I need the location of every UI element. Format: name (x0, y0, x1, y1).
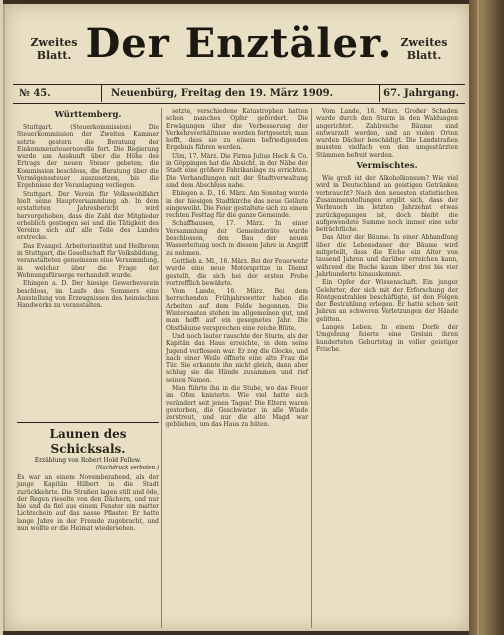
article-paragraph: Ehingen a. D., 16. März. Am Sonntag wurde in der hiesigen Stadtkirche das neue Geläute eingeweiht. Die Feier gestaltete sich zu einem rechten Festtag für die ganze Gemeinde. (166, 190, 308, 220)
column-1 (17, 108, 159, 310)
ear-right-line-1: Zweites (400, 36, 448, 49)
article-paragraph: Ehingen a. D. Der hiesige Gewerbeverein beschloss, im Laufe des Sommers eine Ausstellung von Erzeugnissen des heimischen Handwerks zu veranstalten. (17, 280, 159, 310)
section-heading-vermischtes: Vermischtes. (356, 161, 418, 172)
column-rule (161, 108, 162, 628)
article-paragraph: Stuttgart. (Steuerkommission) Die Steuerkommission der Zweiten Kammer setzte gestern die Beratung der Einkommensteuernovelle fort. Die Regierung wurde um Auskunft über die Höhe des Ertrags der neuen Steuer gebeten; die Kommission beschloss, die Beratung über die Vermögenssteuer auszusetzen, bis die Ergebnisse der Veranlagung vorliegen. (17, 124, 159, 190)
article-paragraph: Wie groß ist der Alkoholkonsum? Wie viel wird in Deutschland an geistigen Getränken verbraucht? Nach den neuesten statistischen Zusammenstellungen ergibt sich, dass der Verbrauch im letzten Jahrzehnt etwas zurückgegangen ist, doch bleibt die aufgewendete Summe noch immer eine sehr beträchtliche. (316, 175, 458, 234)
reprint-note: (Nachdruck verboten.) (95, 465, 159, 471)
feuilleton (17, 422, 159, 532)
article-paragraph: Langes Leben. In einem Dorfe der Umgebung feierte eine Greisin ihren hundertsten Geburtstag in voller geistiger Frische. (316, 324, 458, 353)
section-heading-wuerttemberg: Württemberg. (54, 110, 122, 120)
article-paragraph: Vom Lande, 16. März. Bei dem herrschenden Frühjahrswetter haben die Arbeiten auf dem Felde begonnen. Die Wintersaaten stehen im allgemeinen gut, und man hofft auf ein gesegnetes Jahr. Die Obstbäume versprechen eine reiche Blüte. (166, 288, 308, 332)
article-paragraph: Schaffhausen, 17. März. In einer Versammlung der Gemeinderäte wurde beschlossen, den Bau der neuen Wasserleitung noch in diesem Jahre in Angriff zu nehmen. (166, 220, 308, 257)
story-title: Launen des Schicksals. (49, 427, 127, 456)
column-rule (311, 108, 312, 628)
ear-left-line-1: Zweites (30, 36, 78, 49)
book-spine (469, 0, 504, 635)
column-2 (166, 108, 308, 430)
masthead (13, 14, 465, 72)
article-paragraph: Stuttgart. Der Verein für Volkswohlfahrt hielt seine Hauptversammlung ab. In dem erstatteten Jahresbericht wird hervorgehoben, dass die Zahl der Mitglieder erheblich gestiegen sei und die Tätigkeit des Vereins sich auf alle Teile des Landes erstrecke. (17, 190, 159, 242)
article-paragraph: setzte, verschiedene Katastrophen hatten schon manches Opfer gefordert. Die Erwägungen über die Verbesserung der Verkehrsverhältnisse werden fortgesetzt; man hofft, dass sie zu einem befriedigenden Ergebnis führen werden. (166, 108, 308, 152)
place-date: Neuenbürg, Freitag den 19. März 1909. (111, 88, 334, 99)
column-3 (316, 108, 458, 354)
ear-left-line-2: Blatt. (36, 49, 72, 62)
dateline-separator (379, 85, 380, 102)
dateline-separator (101, 85, 102, 102)
newspaper-title: Der Enztäler. (85, 20, 393, 67)
article-paragraph: Das Evangel. Arbeiterinstitut und Heilbronn in Stuttgart, die Gesellschaft für Volksbildung, veranstalteten gemeinsam eine Versammlung, in welcher über die Frage der Wohnungsfürsorge verhandelt wurde. (17, 242, 159, 279)
issue-number: № 45. (19, 88, 51, 99)
article-paragraph: Vom Lande, 16. März. Großer Schaden wurde durch den Sturm in den Waldungen angerichtet. Zahlreiche Bäume sind entwurzelt worden, und an vielen Orten wurden Dächer beschädigt. Die Landstraßen mussten vielfach von den umgestürzten Stämmen befreit werden. (316, 108, 458, 159)
article-paragraph: Das Alter der Bäume. In einer Abhandlung über die Lebensdauer der Bäume wird mitgeteilt, dass die Eiche ein Alter von tausend Jahren und darüber erreichen kann, während die Buche kaum über drei bis vier Jahrhunderte hinauskommt. (316, 234, 458, 278)
article-paragraph: Ulm, 17. März. Die Firma Julius Heck & Co. in Göppingen hat die Absicht, in der Nähe der Stadt eine größere Fabrikanlage zu errichten. Die Verhandlungen mit der Stadtverwaltung sind dem Abschluss nahe. (166, 152, 308, 189)
dateline (13, 84, 465, 104)
newspaper-page (3, 4, 469, 631)
story-subtitle: Erzählung von Robert Hold Fellow. (34, 457, 142, 464)
article-paragraph: Gottlieb a. Ml., 16. März. Bei der Feuerwehr wurde eine neue Motorspritze in Dienst gestellt, die sich bei der ersten Probe vortrefflich bewährte. (166, 257, 308, 287)
article-paragraph: Ein Opfer der Wissenschaft. Ein junger Gelehrter, der sich mit der Erforschung der Röntgenstrahlen beschäftigte, ist den Folgen der Bestrahlung erlegen. Er hatte schon seit Jahren an schweren Verletzungen der Hände gelitten. (316, 279, 458, 323)
ear-right (395, 36, 453, 62)
ear-right-line-2: Blatt. (406, 49, 442, 62)
story-continuation: Man führte ihn in die Stube, wo das Feuer im Ofen knisterte. Wie viel hatte sich verändert seit jenen Tagen! Die Eltern waren gestorben, die Geschwister in alle Winde zerstreut, und nur die alte Magd war geblieben, um das Haus zu hüten. (166, 384, 308, 429)
volume-year: 67. Jahrgang. (383, 88, 459, 99)
story-continuation: Und noch lauter rauschte der Sturm, als der Kapitän das Haus erreichte, in dem seine Jugend verflossen war. Er zog die Glocke, und nach einer Weile öffnete eine alte Frau die Tür. Sie erkannte ihn nicht gleich, dann aber schlug sie die Hände zusammen und rief seinen Namen. (166, 332, 308, 384)
story-text: Es war an einem Novemberabend, als der junge Kapitän Hilbert in die Stadt zurückkehrte. Die Straßen lagen still und öde, der Regen rieselte von den Dächern, und nur hie und da fiel aus einem Fenster ein matter Lichtschein auf das nasse Pflaster. Er hatte lange Jahre in der Fremde zugebracht, und nun wollte er die Heimat wiedersehen. (17, 474, 159, 533)
